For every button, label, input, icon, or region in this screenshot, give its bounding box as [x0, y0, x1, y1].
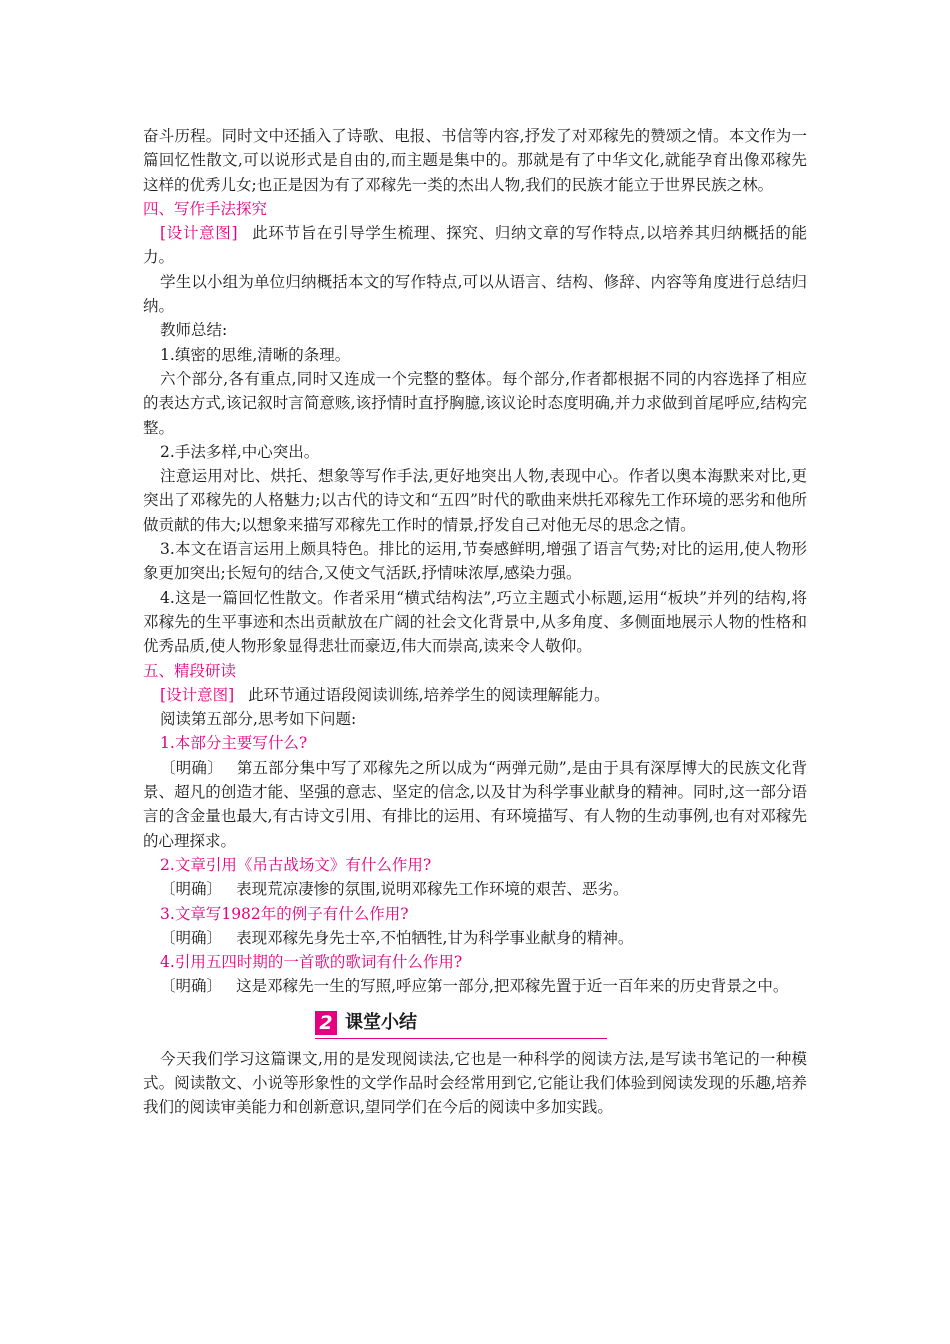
- answer-text: 第五部分集中写了邓稼先之所以成为“两弹元勋”,是由于具有深厚博大的民族文化背景、超凡的创造才能、坚强的意志、坚定的信念,以及甘为科学事业献身的精神。同时,这一部分语言的含金量也最大,有古诗文引用、有排比的运用、有环境描写、有人物的生动事例,也有对邓稼先的心理探求。: [143, 758, 807, 850]
- point-title: 1.缜密的思维,清晰的条理。: [160, 345, 351, 364]
- summary-body: 今天我们学习这篇课文,用的是发现阅读法,它也是一种科学的阅读方法,是写读书笔记的一种模式。阅读散文、小说等形象性的文学作品时会经常用到它,它能让我们体验到阅读发现的乐趣,培养我们的阅读审美能力和创新意识,望同学们在今后的阅读中多加实践。: [143, 1049, 807, 1117]
- body-paragraph: 学生以小组为单位归纳概括本文的写作特点,可以从语言、结构、修辞、内容等角度进行总结归纳。: [143, 272, 807, 316]
- point-title: 2.手法多样,中心突出。: [160, 442, 320, 461]
- question: 1.本部分主要写什么?: [160, 734, 308, 753]
- answer-text: 表现邓稼先身先士卒,不怕牺牲,甘为科学事业献身的精神。: [236, 928, 634, 947]
- design-intent-tag: [设计意图]: [160, 685, 235, 704]
- point-body: 六个部分,各有重点,同时又连成一个完整的整体。每个部分,作者都根据不同的内容选择了相应的表达方式,该记叙时言简意赅,该抒情时直抒胸臆,该议论时态度明确,并力求做到首尾呼应,结构完整。: [143, 369, 807, 437]
- question: 3.文章写1982年的例子有什么作用?: [160, 904, 409, 923]
- point-body: 注意运用对比、烘托、想象等写作手法,更好地突出人物,表现中心。作者以奥本海默来对比,更突出了邓稼先的人格魅力;以古代的诗文和“五四”时代的歌曲来烘托邓稼先工作环境的恶劣和他所做贡献的伟大;以想象来描写邓稼先工作时的情景,抒发自己对他无尽的思念之情。: [143, 467, 807, 534]
- summary-heading: [143, 1007, 807, 1041]
- answer: [143, 974, 807, 998]
- answer: [143, 926, 807, 950]
- reading-instruction: 阅读第五部分,思考如下问题:: [160, 710, 357, 729]
- point-body: 3.本文在语言运用上颇具特色。排比的运用,节奏感鲜明,增强了语言气势;对比的运用,使人物形象更加突出;长短句的结合,又使文气活跃,抒情味浓厚,感染力强。: [143, 540, 807, 583]
- answer-tag: 〔明确〕: [160, 977, 223, 996]
- intro-paragraph: 奋斗历程。同时文中还插入了诗歌、电报、书信等内容,抒发了对邓稼先的赞颂之情。本文作为一篇回忆性散文,可以说形式是自由的,而主题是集中的。那就是有了中华文化,就能孕育出像邓稼先这样的优秀儿女;也正是因为有了邓稼先一类的杰出人物,我们的民族才能立于世界民族之林。: [143, 127, 807, 194]
- answer-tag: 〔明确〕: [160, 928, 223, 947]
- summary-title: 课堂小结: [345, 1011, 417, 1033]
- answer-text: 表现荒凉凄惨的氛围,说明邓稼先工作环境的艰苦、恶劣。: [236, 880, 629, 899]
- question: 4.引用五四时期的一首歌的歌词有什么作用?: [160, 953, 463, 972]
- design-intent-paragraph: [143, 683, 807, 707]
- answer-tag: 〔明确〕: [160, 758, 223, 777]
- teacher-summary-label: 教师总结:: [160, 321, 228, 340]
- answer: [143, 756, 807, 853]
- section-number-badge: 2: [315, 1011, 337, 1035]
- design-intent-text: 此环节旨在引导学生梳理、探究、归纳文章的写作特点,以培养其归纳概括的能力。: [143, 224, 807, 267]
- answer: [143, 877, 807, 901]
- document-page: [143, 124, 807, 1120]
- design-intent-tag: [设计意图]: [160, 224, 238, 243]
- design-intent-text: 此环节通过语段阅读训练,培养学生的阅读理解能力。: [248, 685, 610, 704]
- section-heading-writing-techniques: 四、写作手法探究: [143, 199, 268, 218]
- answer-tag: 〔明确〕: [160, 880, 223, 899]
- heading-underline: [315, 1038, 607, 1039]
- section-heading-close-reading: 五、精段研读: [143, 661, 237, 680]
- answer-text: 这是邓稼先一生的写照,呼应第一部分,把邓稼先置于近一百年来的历史背景之中。: [236, 977, 789, 996]
- design-intent-paragraph: [143, 221, 807, 270]
- question: 2.文章引用《吊古战场文》有什么作用?: [160, 855, 432, 874]
- point-body: 4.这是一篇回忆性散文。作者采用“横式结构法”,巧立主题式小标题,运用“板块”并列的结构,将邓稼先的生平事迹和杰出贡献放在广阔的社会文化背景中,从多角度、多侧面地展示人物的性格和优秀品质,使人物形象显得悲壮而豪迈,伟大而崇高,读来令人敬仰。: [143, 588, 807, 656]
